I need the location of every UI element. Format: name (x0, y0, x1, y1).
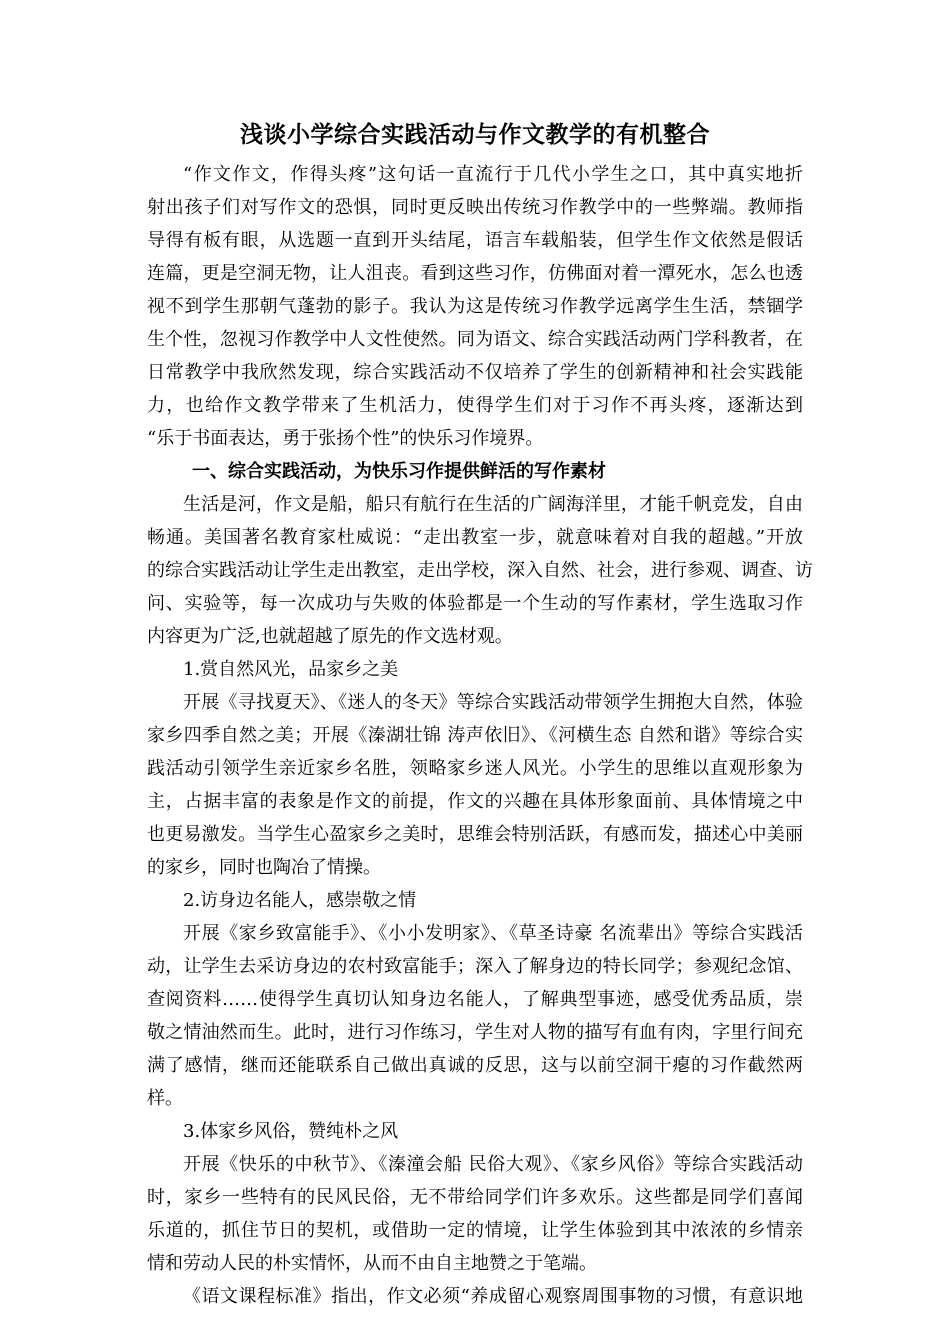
text-line: “乐于书面表达，勇于张扬个性”的快乐习作境界。 (147, 428, 544, 449)
text-line: 问、实验等，每一次成功与失败的体验都是一个生动的写作素材，学生选取习作 (147, 593, 803, 614)
text-line: 生个性，忽视习作教学中人文性使然。同为语文、综合实践活动两门学科教者，在 (147, 329, 803, 350)
text-line: 开展《快乐的中秋节》、《溱潼会船 民俗大观》、《家乡风俗》等综合实践活动 (183, 1154, 803, 1175)
text-line: 生活是河，作文是船，船只有航行在生活的广阔海洋里，才能千帆竞发，自由 (183, 494, 803, 515)
text-line: 视不到学生那朝气蓬勃的影子。我认为这是传统习作教学远离学生生活，禁锢学 (147, 296, 803, 317)
text-line: 内容更为广泛,也就超越了原先的作文选材观。 (147, 626, 513, 647)
text-line: 的综合实践活动让学生走出教室，走出学校，深入自然、社会，进行参观、调查、访 (147, 560, 813, 581)
text-line: 时，家乡一些特有的民风民俗，无不带给同学们许多欢乐。这些都是同学们喜闻 (147, 1187, 803, 1208)
text-line: 畅通。美国著名教育家杜威说：“走出教室一步，就意味着对自我的超越。”开放 (147, 527, 803, 548)
text-line: 样。 (147, 1088, 183, 1109)
document-title: 浅谈小学综合实践活动与作文教学的有机整合 (240, 121, 710, 148)
text-line: 日常教学中我欣然发现，综合实践活动不仅培养了学生的创新精神和社会实践能 (147, 362, 803, 383)
text-line: 射出孩子们对写作文的恐惧，同时更反映出传统习作教学中的一些弊端。教师指 (147, 197, 803, 218)
text-line: 家乡四季自然之美；开展《溱湖壮锦 涛声依旧》、《河横生态 自然和谐》等综合实 (147, 725, 803, 746)
text-line: 敬之情油然而生。此时，进行习作练习，学生对人物的描写有血有肉，字里行间充 (147, 1022, 803, 1043)
text-line: 满了感情，继而还能联系自己做出真诚的反思，这与以前空洞干瘪的习作截然两 (147, 1055, 803, 1076)
text-line: 查阅资料……使得学生真切认知身边名能人，了解典型事迹，感受优秀品质，崇 (147, 989, 803, 1010)
text-line: 开展《寻找夏天》、《迷人的冬天》等综合实践活动带领学生拥抱大自然，体验 (183, 692, 803, 713)
text-line: 的家乡，同时也陶冶了情操。 (147, 857, 381, 878)
subsection-heading: 2.访身边名能人，感崇敬之情 (183, 890, 417, 911)
text-line: 情和劳动人民的朴实情怀，从而不由自主地赞之于笔端。 (147, 1253, 597, 1274)
subsection-heading: 1.赏自然风光，品家乡之美 (183, 659, 399, 680)
section-heading: 一、综合实践活动，为快乐习作提供鲜活的写作素材 (192, 461, 606, 482)
text-line: “作文作文，作得头疼”这句话一直流行于几代小学生之口，其中真实地折 (183, 164, 803, 185)
text-line: 也更易激发。当学生心盈家乡之美时，思维会特别活跃，有感而发，描述心中美丽 (147, 824, 803, 845)
text-line: 乐道的，抓住节日的契机，或借助一定的情境，让学生体验到其中浓浓的乡情亲 (147, 1220, 803, 1241)
subsection-heading: 3.体家乡风俗，赞纯朴之风 (183, 1121, 399, 1142)
text-line: 力，也给作文教学带来了生机活力，使得学生们对于习作不再头疼，逐渐达到 (147, 395, 803, 416)
text-line: 践活动引领学生亲近家乡名胜，领略家乡迷人风光。小学生的思维以直观形象为 (147, 758, 803, 779)
text-line: 开展《家乡致富能手》、《小小发明家》、《草圣诗豪 名流辈出》等综合实践活 (183, 923, 803, 944)
text-line: 连篇，更是空洞无物，让人沮丧。看到这些习作，仿佛面对着一潭死水，怎么也透 (147, 263, 803, 284)
text-line: 主，占据丰富的表象是作文的前提，作文的兴趣在具体形象面前、具体情境之中 (147, 791, 803, 812)
text-line: 导得有板有眼，从选题一直到开头结尾，语言车载船装，但学生作文依然是假话 (147, 230, 803, 251)
text-line: 《语文课程标准》指出，作文必须“养成留心观察周围事物的习惯，有意识地 (183, 1286, 803, 1307)
text-line: 动，让学生去采访身边的农村致富能手；深入了解身边的特长同学；参观纪念馆、 (147, 956, 803, 977)
